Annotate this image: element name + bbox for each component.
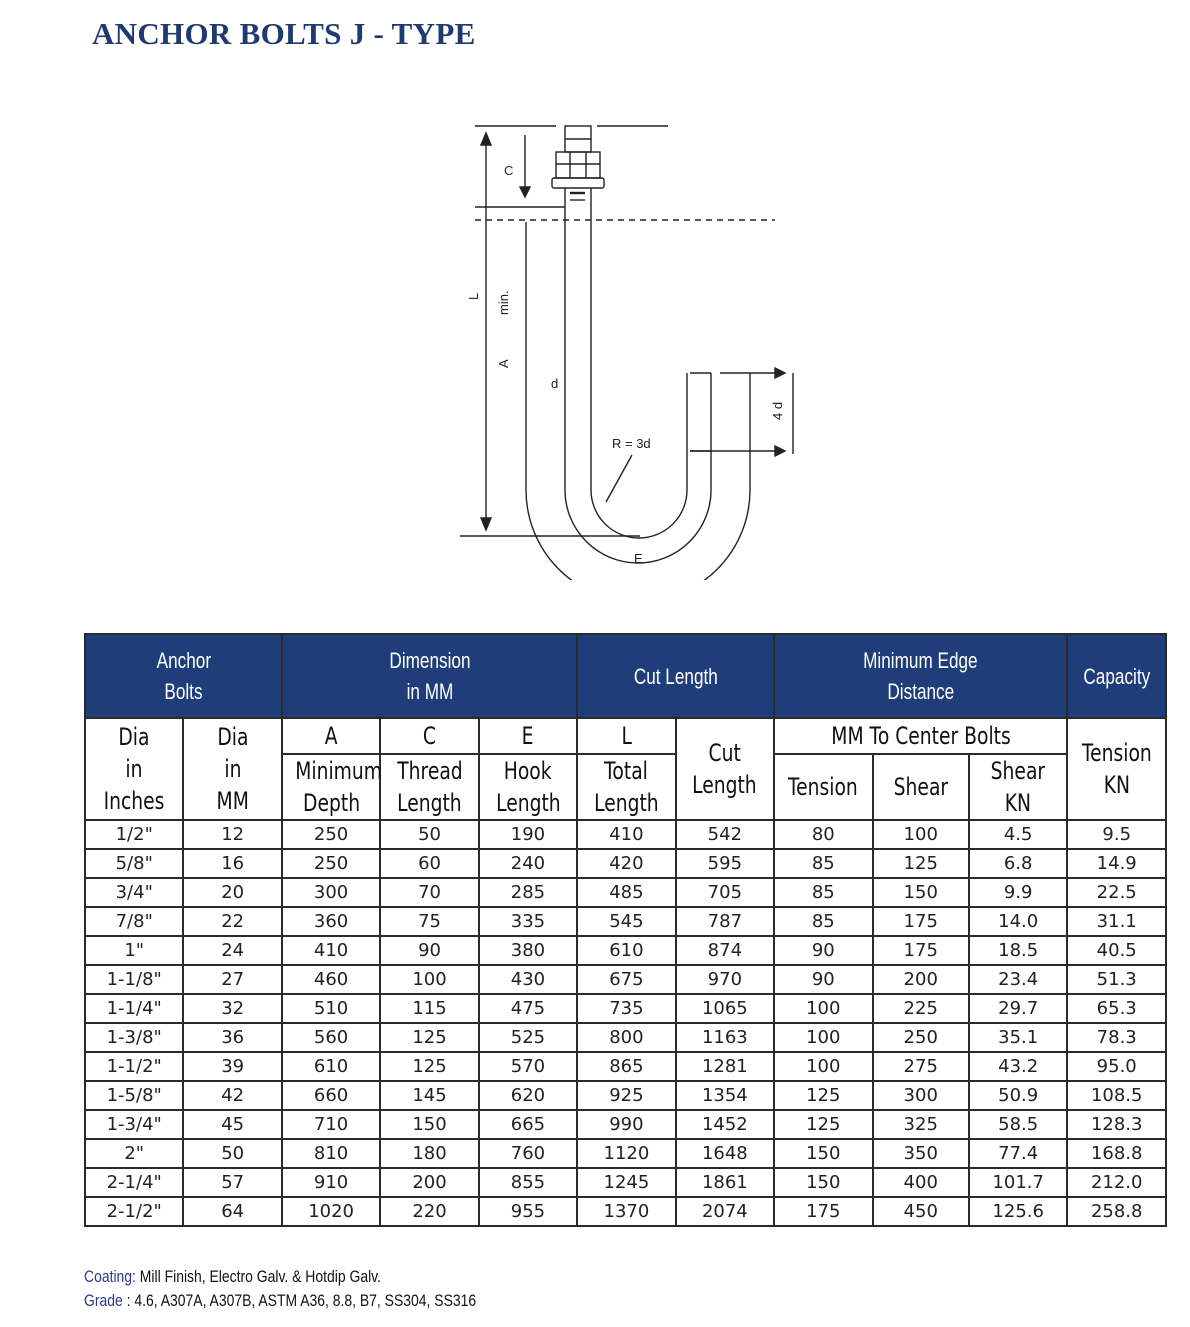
cell-cut-length: 787 <box>676 907 774 936</box>
cell-edge-shear: 225 <box>873 994 969 1023</box>
svg-text:4 d: 4 d <box>770 401 785 420</box>
table-row <box>85 1139 1166 1168</box>
cell-thread-length: 90 <box>380 936 478 965</box>
table-row <box>85 994 1166 1023</box>
cell-total-length: 420 <box>577 849 675 878</box>
cell-min-depth: 300 <box>282 878 380 907</box>
cell-shear-kn: 23.4 <box>969 965 1067 994</box>
cell-shear-kn: 58.5 <box>969 1110 1067 1139</box>
cell-min-depth: 510 <box>282 994 380 1023</box>
cell-min-depth: 460 <box>282 965 380 994</box>
cell-dia-mm: 57 <box>183 1168 281 1197</box>
col-edge-tension: Tension <box>774 754 872 820</box>
cell-edge-tension: 150 <box>774 1139 872 1168</box>
cell-thread-length: 115 <box>380 994 478 1023</box>
table-row <box>85 1023 1166 1052</box>
col-dia-mm: Dia in MM <box>183 718 281 820</box>
cell-hook-length: 475 <box>479 994 577 1023</box>
cell-dia-inches: 1-5/8" <box>85 1081 183 1110</box>
col-edge-shear: Shear <box>873 754 969 820</box>
cell-dia-mm: 12 <box>183 820 281 849</box>
grade-note: Grade : 4.6, A307A, A307B, ASTM A36, 8.8, B7, SS304, SS316 <box>84 1291 477 1310</box>
cell-min-depth: 360 <box>282 907 380 936</box>
table-row <box>85 820 1166 849</box>
cell-hook-length: 855 <box>479 1168 577 1197</box>
cell-hook-length: 335 <box>479 907 577 936</box>
cell-thread-length: 60 <box>380 849 478 878</box>
cell-cut-length: 1452 <box>676 1110 774 1139</box>
table-row <box>85 849 1166 878</box>
anchor-bolt-spec-table <box>84 633 1167 1227</box>
cell-edge-tension: 125 <box>774 1081 872 1110</box>
cell-dia-mm: 32 <box>183 994 281 1023</box>
cell-dia-inches: 1-1/8" <box>85 965 183 994</box>
cell-thread-length: 220 <box>380 1197 478 1226</box>
cell-dia-inches: 7/8" <box>85 907 183 936</box>
cell-shear-kn: 77.4 <box>969 1139 1067 1168</box>
sub-header-row-1 <box>85 718 1166 754</box>
group-min-edge: Minimum Edge Distance <box>774 634 1067 718</box>
cell-hook-length: 665 <box>479 1110 577 1139</box>
cell-cut-length: 595 <box>676 849 774 878</box>
cell-total-length: 925 <box>577 1081 675 1110</box>
cell-min-depth: 710 <box>282 1110 380 1139</box>
cell-edge-shear: 325 <box>873 1110 969 1139</box>
cell-dia-mm: 45 <box>183 1110 281 1139</box>
cell-thread-length: 145 <box>380 1081 478 1110</box>
cell-total-length: 675 <box>577 965 675 994</box>
notes <box>84 1265 562 1313</box>
cell-edge-shear: 100 <box>873 820 969 849</box>
svg-text:R = 3d: R = 3d <box>612 436 651 451</box>
cell-dia-mm: 20 <box>183 878 281 907</box>
cell-thread-length: 70 <box>380 878 478 907</box>
table-body <box>85 820 1166 1226</box>
col-total-length: Total Length <box>577 754 675 820</box>
cell-edge-shear: 175 <box>873 907 969 936</box>
cell-total-length: 610 <box>577 936 675 965</box>
table-row <box>85 1110 1166 1139</box>
table-row <box>85 965 1166 994</box>
cell-hook-length: 570 <box>479 1052 577 1081</box>
cell-dia-mm: 36 <box>183 1023 281 1052</box>
col-dia-inches: Dia in Inches <box>85 718 183 820</box>
cell-edge-shear: 175 <box>873 936 969 965</box>
cell-cut-length: 1861 <box>676 1168 774 1197</box>
cell-min-depth: 250 <box>282 849 380 878</box>
svg-text:E: E <box>634 551 643 566</box>
cell-cut-length: 542 <box>676 820 774 849</box>
cell-total-length: 1370 <box>577 1197 675 1226</box>
cell-thread-length: 125 <box>380 1052 478 1081</box>
svg-text:C: C <box>504 163 514 178</box>
table-row <box>85 907 1166 936</box>
cell-tension-kn: 128.3 <box>1067 1110 1166 1139</box>
cell-shear-kn: 6.8 <box>969 849 1067 878</box>
cell-edge-shear: 300 <box>873 1081 969 1110</box>
cell-dia-mm: 16 <box>183 849 281 878</box>
cell-tension-kn: 9.5 <box>1067 820 1166 849</box>
cell-thread-length: 125 <box>380 1023 478 1052</box>
cell-dia-mm: 50 <box>183 1139 281 1168</box>
cell-dia-inches: 2-1/2" <box>85 1197 183 1226</box>
cell-tension-kn: 108.5 <box>1067 1081 1166 1110</box>
cell-tension-kn: 51.3 <box>1067 965 1166 994</box>
cell-hook-length: 620 <box>479 1081 577 1110</box>
cell-edge-shear: 450 <box>873 1197 969 1226</box>
cell-edge-tension: 80 <box>774 820 872 849</box>
cell-cut-length: 1648 <box>676 1139 774 1168</box>
cell-edge-tension: 100 <box>774 1023 872 1052</box>
j-bolt-diagram <box>440 110 800 580</box>
cell-dia-inches: 1-1/2" <box>85 1052 183 1081</box>
cell-edge-shear: 150 <box>873 878 969 907</box>
cell-min-depth: 560 <box>282 1023 380 1052</box>
col-thread-length: Thread Length <box>380 754 478 820</box>
col-a-letter: A <box>282 718 380 754</box>
cell-total-length: 410 <box>577 820 675 849</box>
cell-min-depth: 410 <box>282 936 380 965</box>
cell-dia-inches: 1-3/4" <box>85 1110 183 1139</box>
cell-total-length: 485 <box>577 878 675 907</box>
cell-tension-kn: 258.8 <box>1067 1197 1166 1226</box>
col-c-letter: C <box>380 718 478 754</box>
cell-edge-tension: 150 <box>774 1168 872 1197</box>
cell-dia-mm: 39 <box>183 1052 281 1081</box>
cell-dia-inches: 2-1/4" <box>85 1168 183 1197</box>
cell-total-length: 865 <box>577 1052 675 1081</box>
col-l-letter: L <box>577 718 675 754</box>
cell-tension-kn: 40.5 <box>1067 936 1166 965</box>
cell-edge-tension: 100 <box>774 1052 872 1081</box>
table-row <box>85 1168 1166 1197</box>
table-row <box>85 936 1166 965</box>
cell-total-length: 735 <box>577 994 675 1023</box>
cell-tension-kn: 168.8 <box>1067 1139 1166 1168</box>
group-dimension: Dimension in MM <box>282 634 577 718</box>
cell-dia-mm: 27 <box>183 965 281 994</box>
cell-thread-length: 200 <box>380 1168 478 1197</box>
cell-total-length: 990 <box>577 1110 675 1139</box>
cell-min-depth: 1020 <box>282 1197 380 1226</box>
cell-dia-inches: 2" <box>85 1139 183 1168</box>
cell-edge-tension: 100 <box>774 994 872 1023</box>
cell-edge-shear: 400 <box>873 1168 969 1197</box>
cell-edge-shear: 275 <box>873 1052 969 1081</box>
col-min-depth: Minimum Depth <box>282 754 380 820</box>
cell-cut-length: 1163 <box>676 1023 774 1052</box>
cell-hook-length: 380 <box>479 936 577 965</box>
cell-total-length: 1120 <box>577 1139 675 1168</box>
cell-tension-kn: 65.3 <box>1067 994 1166 1023</box>
cell-dia-inches: 1/2" <box>85 820 183 849</box>
cell-edge-tension: 90 <box>774 936 872 965</box>
cell-cut-length: 1065 <box>676 994 774 1023</box>
cell-shear-kn: 29.7 <box>969 994 1067 1023</box>
cell-edge-tension: 90 <box>774 965 872 994</box>
cell-edge-shear: 200 <box>873 965 969 994</box>
cell-shear-kn: 14.0 <box>969 907 1067 936</box>
cell-cut-length: 1281 <box>676 1052 774 1081</box>
cell-cut-length: 705 <box>676 878 774 907</box>
table-row <box>85 1197 1166 1226</box>
cell-hook-length: 760 <box>479 1139 577 1168</box>
cell-cut-length: 1354 <box>676 1081 774 1110</box>
svg-text:min.: min. <box>496 290 511 315</box>
cell-cut-length: 2074 <box>676 1197 774 1226</box>
cell-hook-length: 955 <box>479 1197 577 1226</box>
cell-min-depth: 660 <box>282 1081 380 1110</box>
cell-cut-length: 970 <box>676 965 774 994</box>
cell-thread-length: 180 <box>380 1139 478 1168</box>
cell-tension-kn: 78.3 <box>1067 1023 1166 1052</box>
cell-edge-shear: 250 <box>873 1023 969 1052</box>
col-mm-to-center: MM To Center Bolts <box>774 718 1067 754</box>
cell-min-depth: 250 <box>282 820 380 849</box>
svg-text:d: d <box>551 376 559 391</box>
cell-total-length: 800 <box>577 1023 675 1052</box>
cell-dia-mm: 64 <box>183 1197 281 1226</box>
cell-shear-kn: 50.9 <box>969 1081 1067 1110</box>
cell-min-depth: 910 <box>282 1168 380 1197</box>
cell-total-length: 1245 <box>577 1168 675 1197</box>
cell-thread-length: 50 <box>380 820 478 849</box>
table-row <box>85 878 1166 907</box>
col-cut-length: Cut Length <box>676 718 774 820</box>
cell-dia-inches: 1-1/4" <box>85 994 183 1023</box>
cell-dia-mm: 42 <box>183 1081 281 1110</box>
svg-text:L: L <box>466 292 481 300</box>
cell-min-depth: 610 <box>282 1052 380 1081</box>
cell-edge-shear: 125 <box>873 849 969 878</box>
cell-edge-tension: 125 <box>774 1110 872 1139</box>
cell-dia-inches: 5/8" <box>85 849 183 878</box>
table-row <box>85 1052 1166 1081</box>
cell-shear-kn: 18.5 <box>969 936 1067 965</box>
page-title: ANCHOR BOLTS J - TYPE <box>92 16 476 51</box>
group-anchor-bolts: Anchor Bolts <box>85 634 282 718</box>
cell-thread-length: 100 <box>380 965 478 994</box>
cell-tension-kn: 22.5 <box>1067 878 1166 907</box>
table-row <box>85 1081 1166 1110</box>
cell-tension-kn: 31.1 <box>1067 907 1166 936</box>
cell-shear-kn: 9.9 <box>969 878 1067 907</box>
cell-hook-length: 190 <box>479 820 577 849</box>
cell-dia-mm: 24 <box>183 936 281 965</box>
coating-note: Coating: Mill Finish, Electro Galv. & Hotdip Galv. <box>84 1267 381 1286</box>
cell-dia-mm: 22 <box>183 907 281 936</box>
cell-edge-tension: 85 <box>774 907 872 936</box>
cell-shear-kn: 125.6 <box>969 1197 1067 1226</box>
cell-thread-length: 150 <box>380 1110 478 1139</box>
cell-min-depth: 810 <box>282 1139 380 1168</box>
cell-hook-length: 285 <box>479 878 577 907</box>
cell-dia-inches: 1-3/8" <box>85 1023 183 1052</box>
cell-shear-kn: 101.7 <box>969 1168 1067 1197</box>
group-capacity: Capacity <box>1067 634 1166 718</box>
cell-hook-length: 240 <box>479 849 577 878</box>
col-hook-length: Hook Length <box>479 754 577 820</box>
cell-total-length: 545 <box>577 907 675 936</box>
cell-shear-kn: 35.1 <box>969 1023 1067 1052</box>
svg-text:A: A <box>496 359 511 368</box>
cell-hook-length: 430 <box>479 965 577 994</box>
cell-shear-kn: 43.2 <box>969 1052 1067 1081</box>
cell-thread-length: 75 <box>380 907 478 936</box>
cell-hook-length: 525 <box>479 1023 577 1052</box>
group-cut-length: Cut Length <box>577 634 774 718</box>
cell-cut-length: 874 <box>676 936 774 965</box>
cell-dia-inches: 3/4" <box>85 878 183 907</box>
cell-edge-tension: 175 <box>774 1197 872 1226</box>
cell-tension-kn: 95.0 <box>1067 1052 1166 1081</box>
cell-edge-tension: 85 <box>774 849 872 878</box>
cell-shear-kn: 4.5 <box>969 820 1067 849</box>
col-shear-kn: Shear KN <box>969 754 1067 820</box>
cell-dia-inches: 1" <box>85 936 183 965</box>
col-e-letter: E <box>479 718 577 754</box>
group-header-row <box>85 634 1166 718</box>
cell-edge-shear: 350 <box>873 1139 969 1168</box>
cell-tension-kn: 212.0 <box>1067 1168 1166 1197</box>
cell-tension-kn: 14.9 <box>1067 849 1166 878</box>
cell-edge-tension: 85 <box>774 878 872 907</box>
col-tension-kn: Tension KN <box>1067 718 1166 820</box>
